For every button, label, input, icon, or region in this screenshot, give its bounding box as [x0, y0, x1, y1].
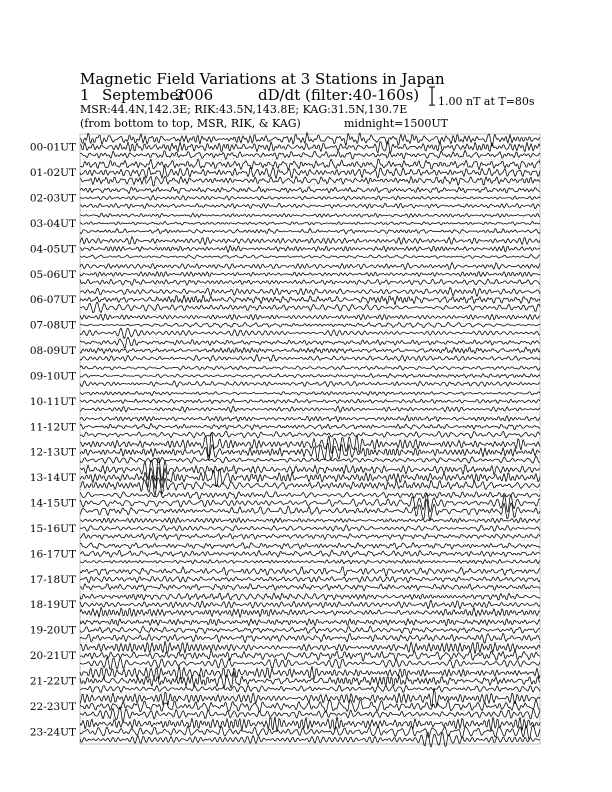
hour-row-label: 17-18UT [29, 573, 76, 586]
hour-row-label: 22-23UT [29, 700, 76, 713]
hour-row-label: 01-02UT [29, 167, 76, 180]
hour-row-label: 13-14UT [29, 472, 76, 485]
trace-kag [80, 186, 540, 193]
hour-row-label: 19-20UT [29, 624, 76, 637]
trace-rik [80, 600, 540, 609]
trace-rik [80, 423, 540, 430]
trace-kag [80, 717, 540, 732]
hour-row-label: 15-16UT [29, 522, 76, 535]
hour-row-label: 06-07UT [29, 294, 76, 307]
hour-row-label: 00-01UT [29, 141, 76, 154]
trace-msr [80, 685, 540, 692]
hour-row-label: 16-17UT [29, 548, 76, 561]
trace-msr [80, 533, 540, 539]
station-order-note: (from bottom to top, MSR, RIK, & KAG) [80, 117, 301, 130]
date-day: 1 [80, 86, 90, 104]
hour-row-label: 20-21UT [29, 650, 76, 663]
hour-row-label: 05-06UT [29, 268, 76, 281]
midnight-note: midnight=1500UT [344, 117, 448, 130]
hour-row-label: 10-11UT [29, 395, 76, 408]
trace-kag [80, 237, 540, 245]
hour-row-label: 14-15UT [29, 497, 76, 510]
trace-msr [80, 456, 540, 463]
filter-label: (filter:40-160s) [305, 86, 420, 104]
chart-title: Magnetic Field Variations at 3 Stations in Japan [80, 70, 445, 88]
hour-row-label: 09-10UT [29, 370, 76, 383]
hour-row-label: 23-24UT [29, 726, 76, 739]
trace-kag [80, 567, 540, 576]
trace-msr [80, 499, 540, 520]
scale-bar-label: 1.00 nT at T=80s [438, 95, 535, 108]
hour-row-label: 03-04UT [29, 217, 76, 230]
date-month: September [102, 86, 186, 104]
hour-row-label: 18-19UT [29, 599, 76, 612]
trace-msr [80, 355, 540, 362]
quantity-label: dD/dt [258, 86, 301, 104]
hour-row-label: 02-03UT [29, 192, 76, 205]
hour-row-label: 11-12UT [29, 421, 76, 434]
hour-row-label: 07-08UT [29, 319, 76, 332]
hour-row-label: 08-09UT [29, 345, 76, 358]
trace-rik [80, 550, 540, 557]
hour-row-label: 04-05UT [29, 243, 76, 256]
trace-kag [80, 288, 540, 297]
date-year: 2006 [175, 86, 214, 104]
trace-kag [80, 619, 540, 626]
trace-msr [80, 203, 540, 209]
trace-msr [80, 176, 540, 186]
trace-kag [80, 641, 540, 653]
trace-kag [80, 366, 540, 370]
station-coordinates: MSR:44.4N,142.3E; RIK:43.5N,143.8E; KAG:31.5N,130.7E [80, 103, 408, 116]
hour-row-label: 21-22UT [29, 675, 76, 688]
hour-row-label: 12-13UT [29, 446, 76, 459]
